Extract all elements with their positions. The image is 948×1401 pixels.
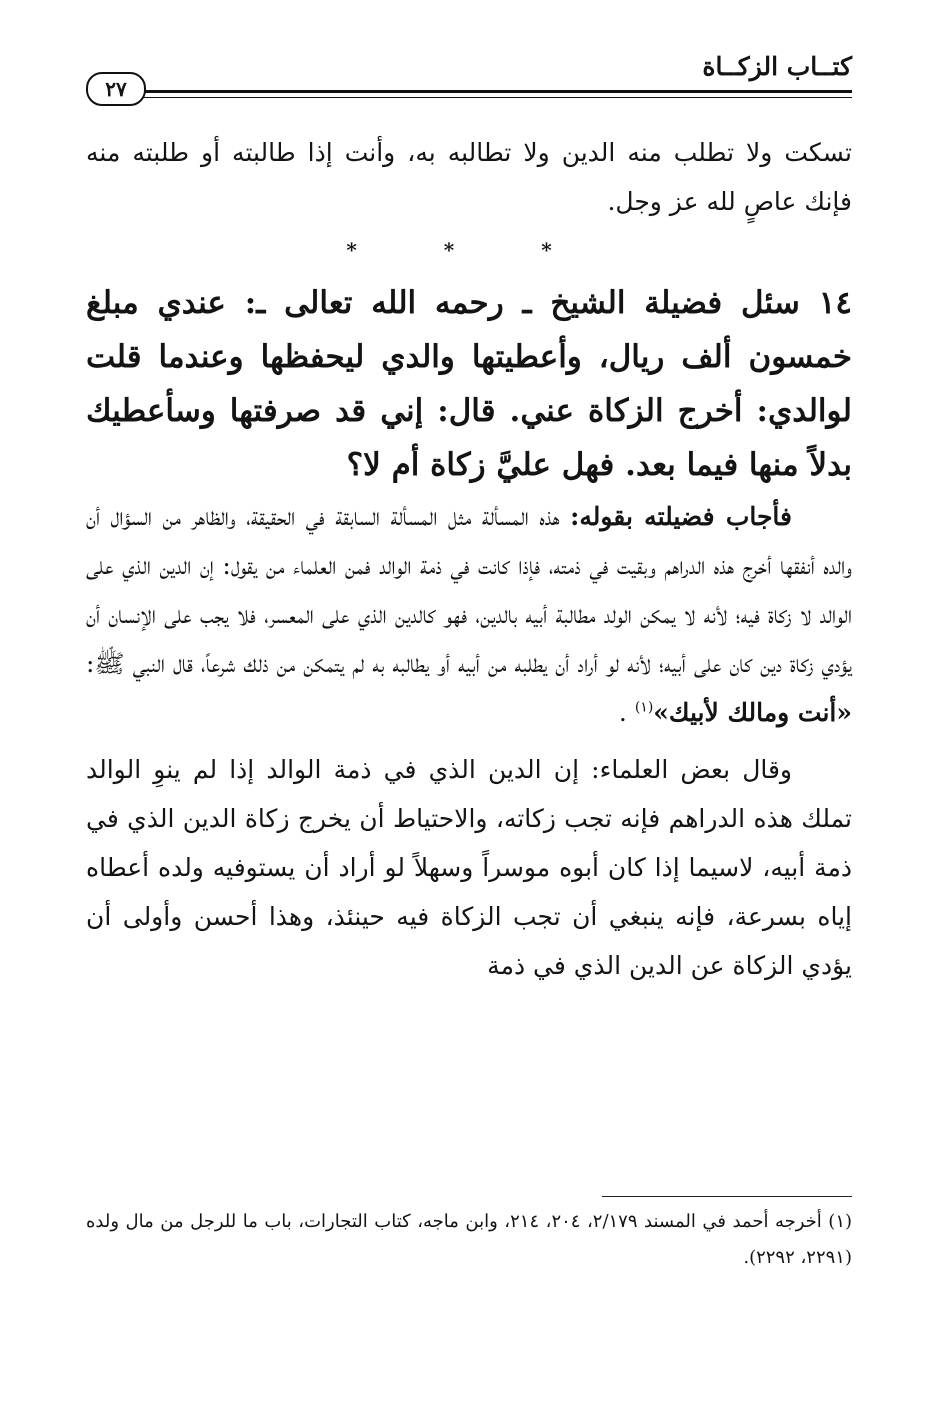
hadith-quote: «أنت ومالك لأبيك» xyxy=(653,698,852,727)
header-rule-thick xyxy=(130,90,852,93)
answer-lead: فأجاب فضيلته بقوله: xyxy=(570,502,792,531)
page-body xyxy=(86,128,852,990)
page-header xyxy=(86,48,852,108)
answer-paragraph xyxy=(86,492,852,737)
footnote-1: (١) أخرجه أحمد في المسند ٢/١٧٩، ٢٠٤، ٢١٤، وابن ماجه، كتاب التجارات، باب ما للرجل من مال ولده (٢٢٩١، ٢٢٩٢). xyxy=(86,1211,853,1268)
header-rule-thin xyxy=(130,97,852,98)
footnote-ref-1: (١) xyxy=(634,699,654,716)
section-separator: * * * xyxy=(346,238,592,262)
paragraph-gap xyxy=(86,737,852,745)
paragraph-other-opinion: وقال بعض العلماء: إن الدين الذي في ذمة الوالد إذا لم ينوِ الوالد تملك هذه الدراهم فإنه تجب زكاته، والاحتياط أن يخرج زكاة الدين الذي في ذمة أبيه، لاسيما إذا كان أبوه موسراً وسهلاً لو أراد أن يستوفيه ولده أعطاه إياه بسرعة، فإنه ينبغي أن تجب الزكاة فيه حينئذ، وهذا أحسن وأولى أن يؤدي الزكاة عن الدين الذي في ذمة xyxy=(86,755,852,980)
page-number: ٢٧ xyxy=(86,72,146,106)
question-14: ١٤ سئل فضيلة الشيخ ـ رحمه الله تعالى ـ: عندي مبلغ خمسون ألف ريال، وأعطيتها والدي ليحفظها وعندما قلت لوالدي: أخرج الزكاة عني. قال: إني قد صرفتها وسأعطيك بدلاً منها فيما بعد. فهل عليَّ زكاة أم لا؟ xyxy=(86,285,852,483)
paragraph-continued: تسكت ولا تطلب منه الدين ولا تطالبه به، وأنت إذا طالبته أو طلبته منه فإنك عاصٍ لله عز وجل. xyxy=(86,138,852,216)
book-title: كتــاب الزكــاة xyxy=(702,52,852,81)
footnote-rule xyxy=(602,1196,852,1197)
answer-text: هذه المسألة مثل المسألة السابقة في الحقيقة، والظاهر من السؤال أن والده أنفقها أخرج هذه الدراهم وبقيت في ذمته، فإذا كانت في ذمة الوالد فمن العلماء من يقول: إن الدين الذي على الوالد لا زكاة فيه؛ لأنه لا يمكن الولد مطالبة أبيه بالدين، فهو كالدين الذي على المعسر، فلا يجب على الإنسان أن يؤدي زكاة دين كان على أبيه؛ لأنه لو أراد أن يطلبه من أبيه أو يطالبه به لم يتمكن من ذلك شرعاً، قال النبي ﷺ: xyxy=(86,502,852,678)
answer-end: . xyxy=(618,698,635,727)
footnotes xyxy=(86,1204,852,1276)
